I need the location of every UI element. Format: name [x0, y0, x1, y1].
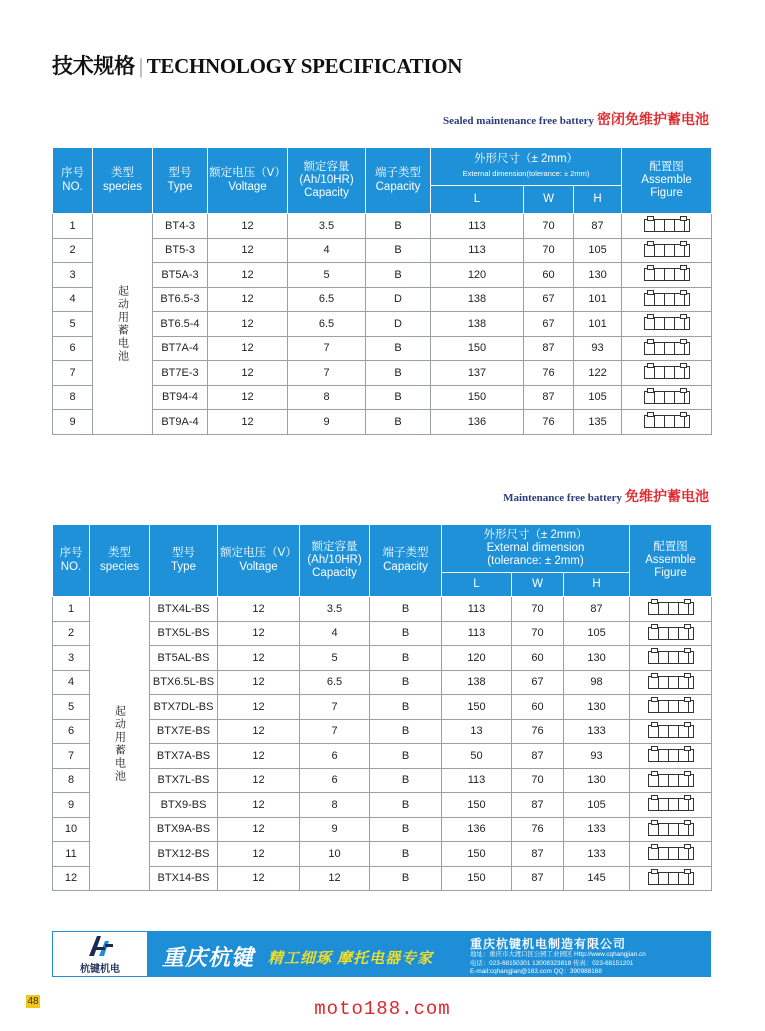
cell-figure — [630, 793, 712, 818]
header-h: H — [564, 573, 630, 597]
cell-figure — [622, 263, 712, 288]
cell-voltage: 12 — [218, 719, 300, 744]
table-row — [53, 214, 712, 239]
battery-figure-icon — [648, 847, 694, 860]
cell-terminal: B — [370, 842, 442, 867]
cell-species: 起动用蓄电池 — [90, 597, 150, 891]
cell-width: 87 — [512, 744, 564, 769]
title-en: TECHNOLOGY SPECIFICATION — [146, 54, 463, 78]
cell-figure — [630, 817, 712, 842]
cell-type: BTX7DL-BS — [150, 695, 218, 720]
cell-length: 138 — [442, 670, 512, 695]
cell-width: 87 — [512, 842, 564, 867]
cell-height: 98 — [564, 670, 630, 695]
cell-species: 起动用蓄电池 — [93, 214, 153, 435]
cell-no: 5 — [53, 695, 90, 720]
cell-width: 70 — [524, 238, 574, 263]
subtitle-cn: 密闭免维护蓄电池 — [597, 111, 709, 127]
cell-no: 7 — [53, 361, 93, 386]
header-w: W — [524, 186, 574, 214]
cell-type: BTX7E-BS — [150, 719, 218, 744]
battery-figure-icon — [648, 676, 694, 689]
battery-figure-icon — [644, 317, 690, 330]
cell-height: 93 — [564, 744, 630, 769]
header-capacity: 额定容量 (Ah/10HR) Capacity — [300, 525, 370, 597]
cell-figure — [622, 410, 712, 435]
cell-capacity: 5 — [300, 646, 370, 671]
cell-length: 150 — [442, 842, 512, 867]
title-cn: 技术规格 — [52, 54, 135, 78]
table-row — [53, 621, 712, 646]
header-figure: 配置图 Assemble Figure — [630, 525, 712, 597]
cell-capacity: 7 — [300, 719, 370, 744]
contact-info — [470, 951, 646, 977]
cell-type: BT94-4 — [153, 385, 208, 410]
cell-figure — [622, 214, 712, 239]
cell-no: 6 — [53, 336, 93, 361]
cell-length: 50 — [442, 744, 512, 769]
cell-length: 113 — [442, 597, 512, 622]
cell-terminal: B — [370, 768, 442, 793]
logo-text: 杭键机电 — [80, 964, 120, 975]
cell-width: 70 — [512, 597, 564, 622]
table-row — [53, 695, 712, 720]
header-voltage: 额定电压（V） Voltage — [208, 148, 288, 214]
table-row — [53, 768, 712, 793]
cell-terminal: B — [370, 744, 442, 769]
header-type: 型号 Type — [150, 525, 218, 597]
cell-capacity: 9 — [300, 817, 370, 842]
cell-width: 60 — [512, 695, 564, 720]
cell-figure — [630, 866, 712, 891]
battery-figure-icon — [648, 798, 694, 811]
cell-type: BT7E-3 — [153, 361, 208, 386]
cell-length: 138 — [431, 287, 524, 312]
cell-capacity: 7 — [300, 695, 370, 720]
header-capacity: 额定容量 (Ah/10HR) Capacity — [288, 148, 366, 214]
cell-capacity: 7 — [288, 361, 366, 386]
cell-type: BTX14-BS — [150, 866, 218, 891]
battery-figure-icon — [648, 774, 694, 787]
cell-length: 150 — [431, 336, 524, 361]
address-line: 地址：重庆市大渡口区公园工业园区 Http://www.cqhangjian.cn — [470, 951, 646, 958]
cell-no: 4 — [53, 670, 90, 695]
company-logo — [52, 931, 148, 977]
cell-terminal: B — [366, 214, 431, 239]
cell-figure — [630, 842, 712, 867]
cell-no: 11 — [53, 842, 90, 867]
cell-height: 105 — [564, 621, 630, 646]
table-row — [53, 597, 712, 622]
battery-figure-icon — [648, 823, 694, 836]
battery-figure-icon — [644, 366, 690, 379]
spec-table-maintenance-free — [52, 524, 712, 891]
table-row — [53, 646, 712, 671]
cell-width: 60 — [524, 263, 574, 288]
cell-voltage: 12 — [218, 597, 300, 622]
cell-capacity: 3.5 — [300, 597, 370, 622]
cell-voltage: 12 — [218, 695, 300, 720]
battery-figure-icon — [648, 749, 694, 762]
cell-height: 145 — [564, 866, 630, 891]
cell-figure — [630, 646, 712, 671]
cell-width: 67 — [524, 287, 574, 312]
cell-width: 76 — [512, 817, 564, 842]
cell-terminal: B — [366, 263, 431, 288]
cell-length: 136 — [431, 410, 524, 435]
cell-voltage: 12 — [208, 385, 288, 410]
table-row — [53, 719, 712, 744]
cell-terminal: B — [366, 361, 431, 386]
cell-capacity: 4 — [300, 621, 370, 646]
cell-voltage: 12 — [208, 312, 288, 337]
cell-height: 130 — [564, 646, 630, 671]
footer-banner — [52, 931, 711, 977]
cell-terminal: B — [366, 336, 431, 361]
cell-no: 3 — [53, 263, 93, 288]
cell-no: 8 — [53, 768, 90, 793]
cell-width: 76 — [512, 719, 564, 744]
cell-width: 87 — [524, 336, 574, 361]
cell-capacity: 5 — [288, 263, 366, 288]
cell-terminal: D — [366, 287, 431, 312]
logo-mark-icon — [87, 935, 115, 957]
header-species: 类型 species — [90, 525, 150, 597]
subtitle-en: Maintenance free battery — [503, 492, 622, 504]
cell-figure — [630, 621, 712, 646]
battery-figure-icon — [644, 219, 690, 232]
cell-figure — [622, 312, 712, 337]
cell-figure — [622, 287, 712, 312]
battery-figure-icon — [648, 627, 694, 640]
cell-voltage: 12 — [208, 287, 288, 312]
cell-type: BTX7L-BS — [150, 768, 218, 793]
cell-voltage: 12 — [218, 866, 300, 891]
table-row — [53, 670, 712, 695]
battery-figure-icon — [644, 293, 690, 306]
table-row — [53, 842, 712, 867]
cell-figure — [630, 719, 712, 744]
cell-height: 133 — [564, 719, 630, 744]
cell-capacity: 6.5 — [300, 670, 370, 695]
cell-terminal: B — [366, 410, 431, 435]
cell-no: 9 — [53, 410, 93, 435]
cell-height: 130 — [574, 263, 622, 288]
cell-height: 105 — [564, 793, 630, 818]
cell-type: BT5AL-BS — [150, 646, 218, 671]
cell-terminal: B — [370, 719, 442, 744]
cell-type: BTX5L-BS — [150, 621, 218, 646]
cell-figure — [622, 361, 712, 386]
table-body — [53, 214, 712, 435]
cell-width: 87 — [512, 866, 564, 891]
cell-no: 5 — [53, 312, 93, 337]
cell-width: 70 — [524, 214, 574, 239]
cell-voltage: 12 — [218, 670, 300, 695]
cell-no: 2 — [53, 621, 90, 646]
cell-length: 150 — [442, 793, 512, 818]
title-separator: | — [138, 54, 143, 78]
cell-terminal: B — [370, 646, 442, 671]
cell-length: 113 — [431, 214, 524, 239]
header-dimension: 外形尺寸（± 2mm） External dimension(tolerance: ± 2mm) — [431, 148, 622, 186]
spec-table-sealed — [52, 147, 712, 435]
cell-voltage: 12 — [218, 621, 300, 646]
cell-type: BT4-3 — [153, 214, 208, 239]
cell-capacity: 7 — [288, 336, 366, 361]
cell-voltage: 12 — [218, 817, 300, 842]
cell-type: BT9A-4 — [153, 410, 208, 435]
cell-no: 7 — [53, 744, 90, 769]
cell-height: 87 — [564, 597, 630, 622]
cell-figure — [622, 336, 712, 361]
cell-voltage: 12 — [218, 768, 300, 793]
subtitle-cn: 免维护蓄电池 — [625, 488, 709, 504]
section-subtitle-mf — [503, 486, 709, 506]
cell-type: BTX4L-BS — [150, 597, 218, 622]
cell-type: BTX6.5L-BS — [150, 670, 218, 695]
header-no: 序号 NO. — [53, 148, 93, 214]
header-voltage: 额定电压（V） Voltage — [218, 525, 300, 597]
cell-height: 105 — [574, 238, 622, 263]
cell-no: 8 — [53, 385, 93, 410]
cell-figure — [630, 597, 712, 622]
brand-name: 重庆杭键 — [162, 945, 255, 970]
cell-capacity: 10 — [300, 842, 370, 867]
slogan: 精工细琢 摩托电器专家 — [268, 950, 434, 967]
cell-voltage: 12 — [218, 646, 300, 671]
cell-length: 150 — [431, 385, 524, 410]
header-terminal: 端子类型 Capacity — [366, 148, 431, 214]
header-type: 型号 Type — [153, 148, 208, 214]
cell-type: BT6.5-3 — [153, 287, 208, 312]
cell-width: 70 — [512, 768, 564, 793]
battery-figure-icon — [644, 244, 690, 257]
battery-figure-icon — [644, 391, 690, 404]
cell-type: BT7A-4 — [153, 336, 208, 361]
table-row — [53, 744, 712, 769]
cell-width: 70 — [512, 621, 564, 646]
cell-figure — [630, 670, 712, 695]
cell-width: 76 — [524, 361, 574, 386]
cell-capacity: 6 — [300, 768, 370, 793]
cell-width: 60 — [512, 646, 564, 671]
cell-height: 133 — [564, 817, 630, 842]
header-dimension: 外形尺寸（± 2mm） External dimension (tolerance: ± 2mm) — [442, 525, 630, 573]
cell-length: 13 — [442, 719, 512, 744]
cell-length: 113 — [442, 621, 512, 646]
page-number: 48 — [27, 996, 39, 1007]
cell-width: 76 — [524, 410, 574, 435]
battery-figure-icon — [648, 872, 694, 885]
cell-length: 113 — [442, 768, 512, 793]
cell-figure — [630, 768, 712, 793]
battery-figure-icon — [648, 725, 694, 738]
cell-height: 101 — [574, 312, 622, 337]
cell-capacity: 8 — [300, 793, 370, 818]
cell-type: BT6.5-4 — [153, 312, 208, 337]
battery-figure-icon — [648, 651, 694, 664]
header-l: L — [442, 573, 512, 597]
battery-figure-icon — [644, 268, 690, 281]
cell-terminal: B — [370, 597, 442, 622]
cell-terminal: B — [366, 238, 431, 263]
cell-voltage: 12 — [208, 336, 288, 361]
cell-capacity: 6.5 — [288, 312, 366, 337]
header-w: W — [512, 573, 564, 597]
header-terminal: 端子类型 Capacity — [370, 525, 442, 597]
cell-height: 133 — [564, 842, 630, 867]
cell-figure — [630, 744, 712, 769]
company-name: 重庆杭键机电制造有限公司 — [470, 937, 627, 951]
email-line: E-mail:cqhangjian@163.com QQ：390988168 — [470, 968, 602, 975]
cell-capacity: 6.5 — [288, 287, 366, 312]
cell-height: 122 — [574, 361, 622, 386]
cell-terminal: B — [370, 621, 442, 646]
cell-terminal: B — [370, 670, 442, 695]
cell-capacity: 4 — [288, 238, 366, 263]
cell-capacity: 3.5 — [288, 214, 366, 239]
cell-no: 1 — [53, 597, 90, 622]
cell-width: 87 — [524, 385, 574, 410]
battery-figure-icon — [648, 700, 694, 713]
cell-voltage: 12 — [218, 842, 300, 867]
cell-no: 2 — [53, 238, 93, 263]
cell-figure — [622, 238, 712, 263]
cell-no: 3 — [53, 646, 90, 671]
cell-width: 67 — [512, 670, 564, 695]
cell-type: BTX12-BS — [150, 842, 218, 867]
battery-figure-icon — [648, 602, 694, 615]
cell-height: 130 — [564, 768, 630, 793]
header-figure: 配置图 Assemble Figure — [622, 148, 712, 214]
cell-voltage: 12 — [218, 793, 300, 818]
battery-figure-icon — [644, 415, 690, 428]
cell-voltage: 12 — [208, 238, 288, 263]
cell-capacity: 8 — [288, 385, 366, 410]
header-l: L — [431, 186, 524, 214]
cell-terminal: B — [370, 817, 442, 842]
cell-voltage: 12 — [208, 410, 288, 435]
cell-height: 93 — [574, 336, 622, 361]
cell-no: 4 — [53, 287, 93, 312]
table-row — [53, 817, 712, 842]
cell-no: 10 — [53, 817, 90, 842]
phone-line: 电话：023-68150301 13008323818 传真：023-68151201 — [470, 959, 634, 967]
cell-length: 113 — [431, 238, 524, 263]
cell-no: 1 — [53, 214, 93, 239]
cell-voltage: 12 — [208, 214, 288, 239]
battery-figure-icon — [644, 342, 690, 355]
cell-no: 6 — [53, 719, 90, 744]
table-row — [53, 866, 712, 891]
cell-length: 120 — [431, 263, 524, 288]
cell-terminal: B — [370, 793, 442, 818]
cell-voltage: 12 — [208, 361, 288, 386]
cell-height: 87 — [574, 214, 622, 239]
cell-figure — [622, 385, 712, 410]
cell-length: 138 — [431, 312, 524, 337]
section-subtitle-sealed — [443, 109, 709, 129]
cell-height: 101 — [574, 287, 622, 312]
cell-type: BT5-3 — [153, 238, 208, 263]
cell-voltage: 12 — [218, 744, 300, 769]
page-title — [52, 50, 462, 80]
cell-width: 67 — [524, 312, 574, 337]
cell-capacity: 6 — [300, 744, 370, 769]
cell-height: 105 — [574, 385, 622, 410]
cell-height: 135 — [574, 410, 622, 435]
site-watermark: moto188.com — [314, 998, 451, 1020]
cell-type: BT5A-3 — [153, 263, 208, 288]
header-h: H — [574, 186, 622, 214]
cell-terminal: B — [370, 866, 442, 891]
cell-length: 150 — [442, 866, 512, 891]
cell-length: 150 — [442, 695, 512, 720]
cell-length: 136 — [442, 817, 512, 842]
cell-figure — [630, 695, 712, 720]
table-row — [53, 793, 712, 818]
cell-terminal: B — [370, 695, 442, 720]
cell-width: 87 — [512, 793, 564, 818]
cell-type: BTX7A-BS — [150, 744, 218, 769]
table-body — [53, 597, 712, 891]
cell-length: 120 — [442, 646, 512, 671]
cell-no: 12 — [53, 866, 90, 891]
cell-capacity: 12 — [300, 866, 370, 891]
header-species: 类型 species — [93, 148, 153, 214]
cell-no: 9 — [53, 793, 90, 818]
subtitle-en: Sealed maintenance free battery — [442, 115, 594, 127]
cell-type: BTX9A-BS — [150, 817, 218, 842]
cell-capacity: 9 — [288, 410, 366, 435]
cell-type: BTX9-BS — [150, 793, 218, 818]
cell-voltage: 12 — [208, 263, 288, 288]
cell-height: 130 — [564, 695, 630, 720]
cell-terminal: B — [366, 385, 431, 410]
header-no: 序号 NO. — [53, 525, 90, 597]
cell-terminal: D — [366, 312, 431, 337]
cell-length: 137 — [431, 361, 524, 386]
